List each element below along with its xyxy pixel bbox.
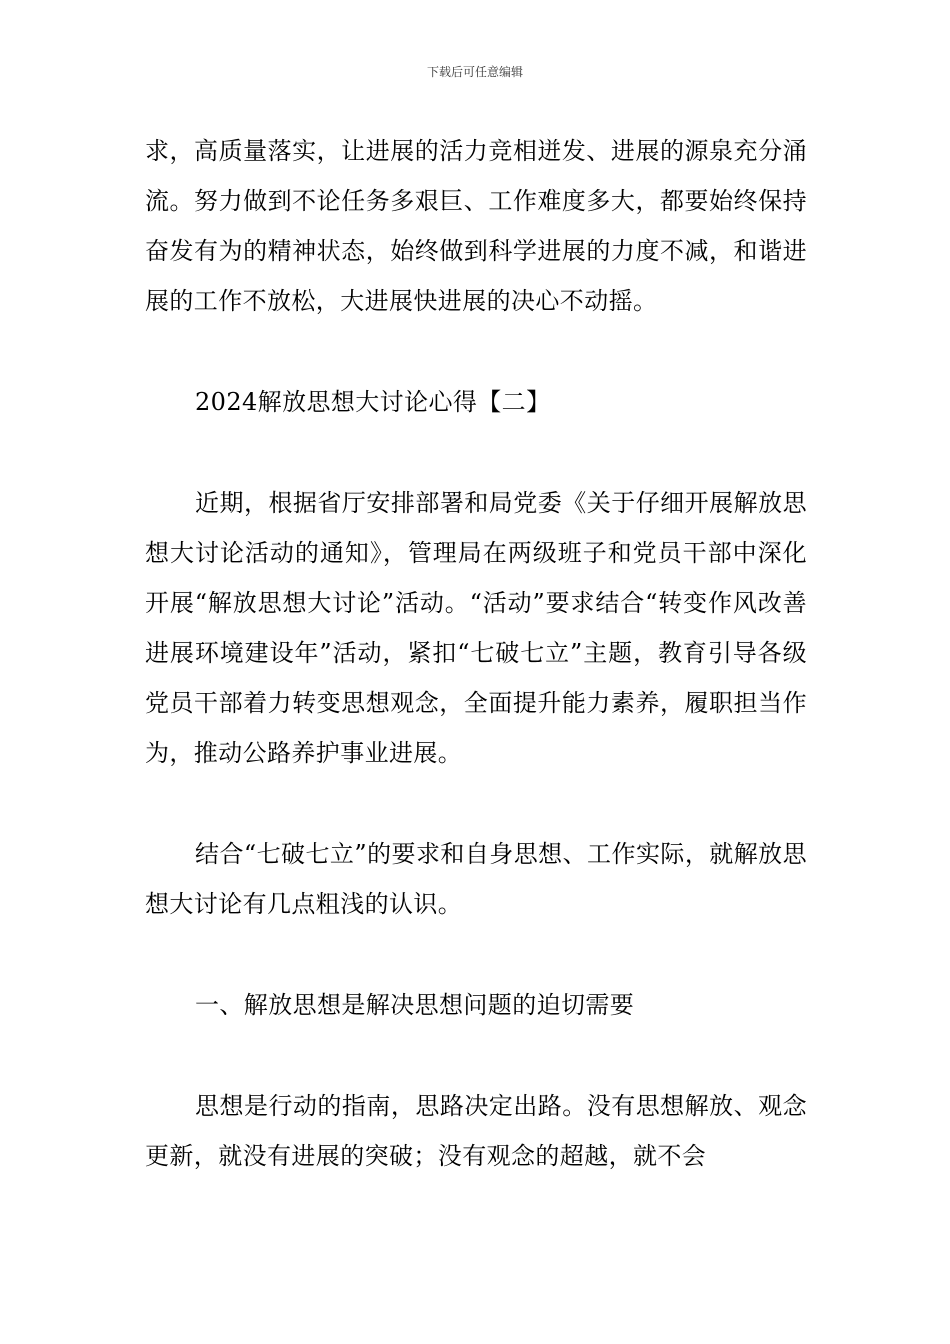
subsection-heading: 一、解放思想是解决思想问题的迫切需要 (195, 991, 635, 1019)
paragraph-continuation: 求，高质量落实，让进展的活力竞相迸发、进展的源泉充分涌流。努力做到不论任务多艰巨、工作难度多大，都要始终保持奋发有为的精神状态，始终做到科学进展的力度不减，和谐进展的工作不放松，大进展快进展的决心不动摇。 (145, 137, 807, 315)
page-header: 下载后可任意编辑 (426, 65, 523, 79)
section-heading: 2024解放思想大讨论心得【二】 (195, 388, 551, 416)
paragraph-summary: 结合“七破七立”的要求和自身思想、工作实际，就解放思想大讨论有几点粗浅的认识。 (145, 840, 807, 918)
document-body (145, 126, 807, 1181)
paragraph-intro: 近期，根据省厅安排部署和局党委《关于仔细开展解放思想大讨论活动的通知》，管理局在两级班子和党员干部中深化开展“解放思想大讨论”活动。“活动”要求结合“转变作风改善进展环境建设年”活动，紧扣“七破七立”主题，教育引导各级党员干部着力转变思想观念，全面提升能力素养，履职担当作为，推动公路养护事业进展。 (145, 489, 807, 767)
paragraph-body: 思想是行动的指南，思路决定出路。没有思想解放、观念更新，就没有进展的突破；没有观念的超越，就不会 (145, 1092, 807, 1170)
